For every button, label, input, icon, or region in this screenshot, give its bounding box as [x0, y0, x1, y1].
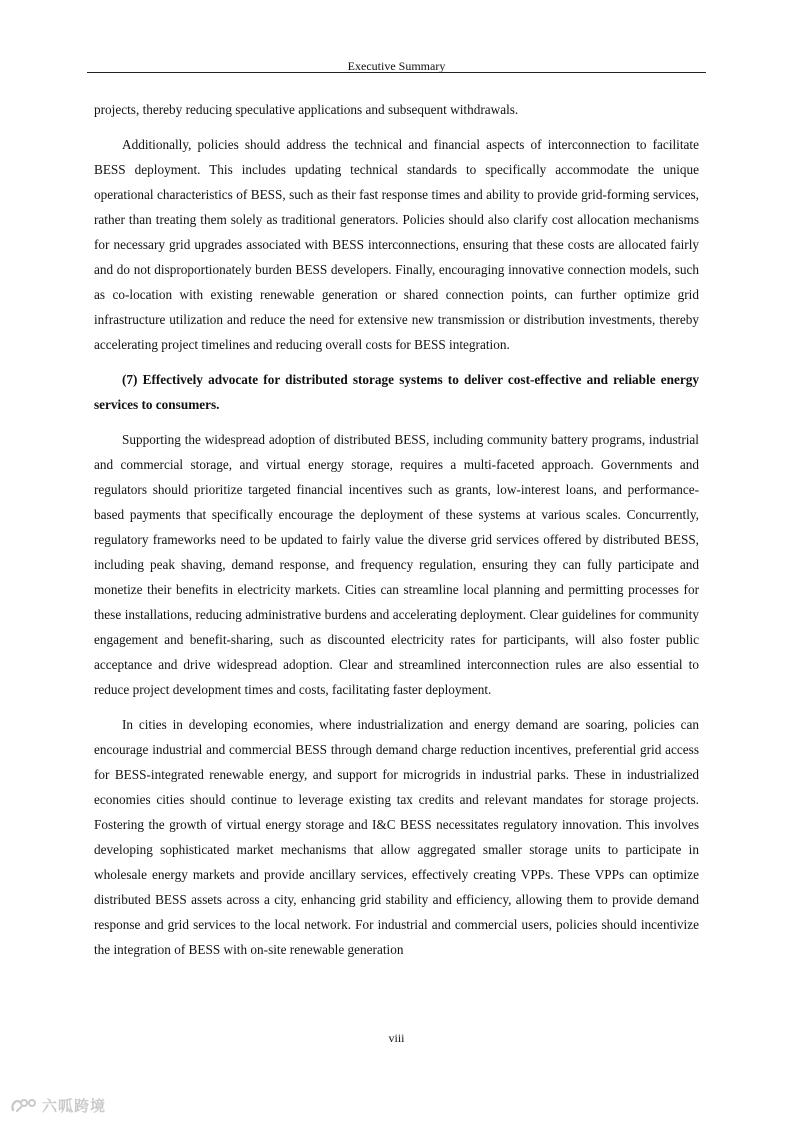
paragraph-developing-economies: In cities in developing economies, where industrialization and energy demand are soaring, policies can encourage industrial and commercial BESS through demand charge reduction incentives, preferential grid access for BESS-integrated renewable energy, and support for microgrids in industrial parks. These in industrialized economies cities should continue to leverage existing tax credits and relevant mandates for storage projects. Fostering the growth of virtual energy storage and I&C BESS necessitates regulatory innovation. This involves developing sophisticated market mechanisms that allow aggregated smaller storage units to participate in wholesale energy markets and provide ancillary services, effectively creating VPPs. These VPPs can optimize distributed BESS assets across a city, enhancing grid stability and efficiency, allowing them to provide demand response and grid services to the local network. For industrial and commercial users, policies should incentivize the integration of BESS with on-site renewable generation: [94, 717, 699, 957]
logo-icon: [10, 1096, 38, 1114]
page-header-title: Executive Summary: [347, 59, 446, 73]
paragraph-continuation: projects, thereby reducing speculative applications and subsequent withdrawals.: [94, 102, 519, 117]
section-heading-7: (7) Effectively advocate for distributed storage systems to deliver cost-effective and reliable energy services to consumers.: [94, 372, 699, 412]
page-number: viii: [388, 1031, 405, 1045]
paragraph-distributed-bess: Supporting the widespread adoption of distributed BESS, including community battery programs, industrial and commercial storage, and virtual energy storage, requires a multi-faceted approach. Governments and regulators should prioritize targeted financial incentives such as grants, low-interest loans, and performance-based payments that specifically encourage the deployment of these systems at various scales. Concurrently, regulatory frameworks need to be updated to fairly value the diverse grid services offered by distributed BESS, including peak shaving, demand response, and frequency regulation, ensuring they can fully participate and monetize their benefits in electricity markets. Cities can streamline local planning and permitting processes for these installations, reducing administrative burdens and accelerating deployment. Clear guidelines for community engagement and benefit-sharing, such as discounted electricity rates for participants, will also foster public acceptance and drive widespread adoption. Clear and streamlined interconnection rules are also essential to reduce project development times and costs, facilitating faster deployment.: [94, 432, 699, 697]
document-body: [94, 97, 699, 972]
paragraph-interconnection: Additionally, policies should address the technical and financial aspects of interconnection to facilitate BESS deployment. This includes updating technical standards to specifically accommodate the unique operational characteristics of BESS, such as their fast response times and ability to provide grid-forming services, rather than treating them solely as traditional generators. Policies should also clarify cost allocation mechanisms for necessary grid upgrades associated with BESS interconnections, ensuring that these costs are allocated fairly and do not disproportionately burden BESS developers. Finally, encouraging innovative connection models, such as co-location with existing renewable generation or shared connection points, can further optimize grid infrastructure utilization and reduce the need for extensive new transmission or distribution investments, thereby accelerating project timelines and reducing overall costs for BESS integration.: [94, 137, 699, 352]
watermark-text: 六呱跨境: [42, 1096, 107, 1115]
watermark: [10, 1093, 106, 1117]
header-divider: [87, 72, 706, 73]
